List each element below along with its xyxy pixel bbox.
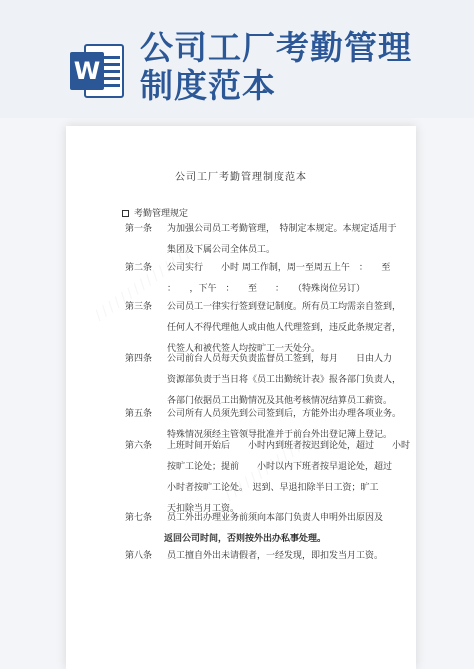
article-text-line: 代签人和被代签人均按旷工一天处分。: [167, 344, 321, 354]
article-text-line: 各部门依据员工出勤情况及其他考核情况结算员工薪资。: [167, 396, 393, 406]
article-text-line: 任何人不得代理他人或由他人代理签到，违反此条规定者，: [167, 323, 402, 333]
section-heading-text: 考勤管理规定: [134, 209, 189, 219]
article-number: 第六条: [125, 441, 153, 451]
word-icon-badge: W: [70, 52, 104, 90]
article-text-line: 员工外出办理业务前须向本部门负责人申明外出原因及: [167, 513, 384, 523]
article-text-line: 员工擅自外出未请假者，一经发现，即扣发当月工资。: [167, 551, 384, 561]
article-number: 第二条: [125, 263, 153, 273]
document-title: 公司工厂考勤管理制度范本: [175, 172, 307, 183]
article-text-line: ： ，下午 ： 至 ： （特殊岗位另订）: [167, 284, 366, 294]
article-text-line: 按旷工论处；提前 小时以内下班者按早退论处，超过: [167, 462, 393, 472]
article-text-line: 公司实行 小时 周工作制，周一至周五上午 ： 至: [167, 263, 391, 273]
article-text-line: 公司员工一律实行签到登记制度。所有员工均需亲自签到，: [167, 302, 402, 312]
article-number: 第八条: [125, 551, 153, 561]
article-text-line: 公司前台人员每天负责监督员工签到，每月 日由人力: [167, 354, 393, 364]
article-text-line: 集团及下属公司全体员工。: [167, 245, 276, 255]
checkbox-square-icon: [122, 210, 129, 217]
article-text-line: 资源部负责于当日将《员工出勤统计表》报各部门负责人，: [167, 375, 402, 385]
article-text-line: 特殊情况须经主管领导批准并于前台外出登记簿上登记。: [167, 430, 393, 440]
document-page: [66, 126, 416, 669]
header-title-line1: 公司工厂考勤管理: [140, 28, 412, 67]
article-text-line: 小时者按旷工论处。 迟到、早退扣除半日工资；旷工: [167, 483, 379, 493]
article-number: 第三条: [125, 302, 153, 312]
header-banner: [0, 0, 474, 118]
article-text-line: 为加强公司员工考勤管理， 特制定本规定。本规定适用于: [167, 224, 397, 234]
article-number: 第五条: [125, 409, 153, 419]
header-title-line2: 制度范本: [140, 66, 276, 105]
article-text-line: 返回公司时间，否则按外出办私事处理。: [164, 534, 327, 544]
article-text-line: 天扣除当月工资。: [167, 504, 240, 514]
article-number: 第七条: [125, 513, 153, 523]
article-number: 第一条: [125, 224, 153, 234]
article-number: 第四条: [125, 354, 153, 364]
article-text-line: 上班时间开始后 小时内到班者按迟到论处，超过 小时: [167, 441, 411, 451]
section-heading: [122, 206, 188, 219]
word-document-icon: [70, 44, 124, 98]
article-text-line: 公司所有人员须先到公司签到后，方能外出办理各项业务。: [167, 409, 402, 419]
